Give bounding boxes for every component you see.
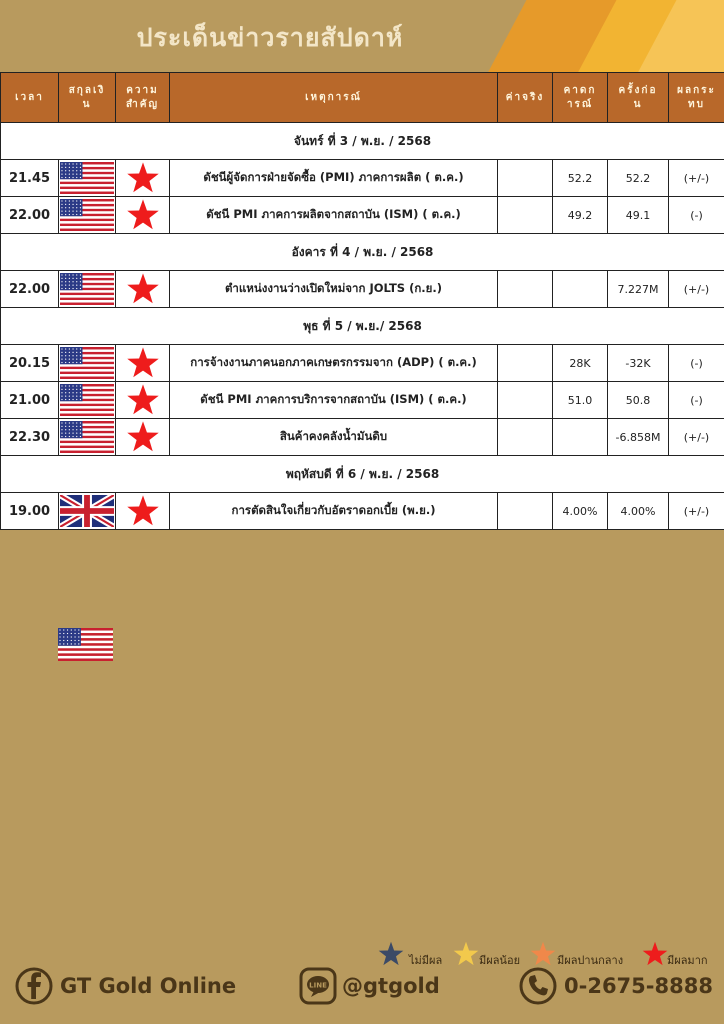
- table-row: [1, 345, 724, 382]
- col-forecast: คาดการณ์: [553, 73, 608, 123]
- currency-flag: [59, 419, 116, 456]
- line-contact[interactable]: [298, 966, 458, 1010]
- table-row: [1, 419, 724, 456]
- legend-label: มีผลน้อย: [479, 954, 521, 967]
- event-name: การตัดสินใจเกี่ยวกับอัตราดอกเบี้ย (พ.ย.): [170, 493, 498, 530]
- table-header-row: [1, 73, 724, 123]
- currency-flag: [59, 271, 116, 308]
- previous-value: 4.00%: [608, 493, 669, 530]
- day-label: พฤหัสบดี ที่ 6 / พ.ย. / 2568: [1, 456, 724, 493]
- star-icon: [125, 383, 161, 417]
- us-flag-icon: [60, 273, 114, 305]
- previous-value: 7.227M: [608, 271, 669, 308]
- event-time: 22.00: [1, 197, 59, 234]
- actual-value: [498, 160, 553, 197]
- table-row: [1, 160, 724, 197]
- previous-value: 49.1: [608, 197, 669, 234]
- event-time: 20.15: [1, 345, 59, 382]
- event-time: 22.00: [1, 271, 59, 308]
- forecast-value: [553, 419, 608, 456]
- star-icon: [125, 161, 161, 195]
- phone-contact[interactable]: [518, 966, 718, 1010]
- previous-value: 52.2: [608, 160, 669, 197]
- event-name: ดัชนี PMI ภาคการบริการจากสถาบัน (ISM) ( ต.ค.): [170, 382, 498, 419]
- star-icon: [529, 940, 557, 968]
- legend-label: มีผลปานกลาง: [557, 954, 624, 967]
- phone-icon: [518, 966, 558, 1006]
- col-importance: ความสำคัญ: [116, 73, 170, 123]
- impact-value: (+/-): [669, 419, 724, 456]
- forecast-value: 52.2: [553, 160, 608, 197]
- header-banner: [0, 0, 724, 72]
- actual-value: [498, 419, 553, 456]
- forecast-value: 28K: [553, 345, 608, 382]
- importance-star: [116, 160, 170, 197]
- us-flag-icon: [60, 421, 114, 453]
- table-row: [1, 271, 724, 308]
- col-time: เวลา: [1, 73, 59, 123]
- forecast-value: 4.00%: [553, 493, 608, 530]
- table-row: [1, 382, 724, 419]
- legend-label: มีผลมาก: [667, 954, 708, 967]
- us-flag-icon: [58, 628, 113, 661]
- col-impact: ผลกระทบ: [669, 73, 724, 123]
- event-time: 21.45: [1, 160, 59, 197]
- importance-star: [116, 345, 170, 382]
- actual-value: [498, 493, 553, 530]
- star-icon: [452, 940, 480, 968]
- svg-text:LINE: LINE: [309, 981, 327, 990]
- uk-flag-icon: [60, 495, 114, 527]
- page-title: ประเด็นข่าวรายสัปดาห์: [136, 23, 404, 52]
- actual-value: [498, 197, 553, 234]
- day-header-row: [1, 456, 724, 493]
- impact-value: (+/-): [669, 160, 724, 197]
- economic-calendar-table: [0, 72, 724, 530]
- col-actual: ค่าจริง: [498, 73, 553, 123]
- col-previous: ครั้งก่อน: [608, 73, 669, 123]
- facebook-label: GT Gold Online: [60, 974, 237, 998]
- day-header-row: [1, 234, 724, 271]
- importance-star: [116, 382, 170, 419]
- actual-value: [498, 382, 553, 419]
- importance-star: [116, 271, 170, 308]
- actual-value: [498, 345, 553, 382]
- event-name: ดัชนี PMI ภาคการผลิตจากสถาบัน (ISM) ( ต.ค.): [170, 197, 498, 234]
- us-flag-icon: [60, 199, 114, 231]
- forecast-value: [553, 271, 608, 308]
- facebook-contact[interactable]: [14, 966, 254, 1010]
- line-label: @gtgold: [342, 974, 440, 998]
- col-event: เหตุการณ์: [170, 73, 498, 123]
- actual-value: [498, 271, 553, 308]
- previous-value: 50.8: [608, 382, 669, 419]
- day-header-row: [1, 123, 724, 160]
- importance-star: [116, 197, 170, 234]
- star-icon: [125, 346, 161, 380]
- us-flag-icon: [60, 384, 114, 416]
- day-label: อังคาร ที่ 4 / พ.ย. / 2568: [1, 234, 724, 271]
- star-icon: [125, 198, 161, 232]
- impact-value: (+/-): [669, 271, 724, 308]
- event-name: สินค้าคงคลังน้ำมันดิบ: [170, 419, 498, 456]
- legend-label: ไม่มีผล: [409, 954, 443, 967]
- previous-value: -32K: [608, 345, 669, 382]
- star-icon: [125, 420, 161, 454]
- footer: [0, 966, 724, 1016]
- currency-flag: [59, 197, 116, 234]
- phone-label: 0-2675-8888: [564, 974, 713, 998]
- event-name: ตำแหน่งงานว่างเปิดใหม่จาก JOLTS (ก.ย.): [170, 271, 498, 308]
- event-name: ดัชนีผู้จัดการฝ่ายจัดซื้อ (PMI) ภาคการผลิต ( ต.ค.): [170, 160, 498, 197]
- importance-star: [116, 419, 170, 456]
- day-header-row: [1, 308, 724, 345]
- line-icon: [298, 966, 338, 1006]
- us-flag-icon: [60, 347, 114, 379]
- forecast-value: 51.0: [553, 382, 608, 419]
- currency-flag: [59, 382, 116, 419]
- star-icon: [641, 940, 669, 968]
- forecast-value: 49.2: [553, 197, 608, 234]
- currency-flag: [59, 160, 116, 197]
- event-time: 22.30: [1, 419, 59, 456]
- previous-value: -6.858M: [608, 419, 669, 456]
- star-icon: [125, 272, 161, 306]
- facebook-icon: [14, 966, 54, 1006]
- currency-flag: [59, 345, 116, 382]
- us-flag-icon: [60, 162, 114, 194]
- impact-value: (-): [669, 382, 724, 419]
- star-icon: [125, 494, 161, 528]
- currency-flag: [59, 493, 116, 530]
- day-label: จันทร์ ที่ 3 / พ.ย. / 2568: [1, 123, 724, 160]
- star-icon: [377, 940, 405, 968]
- impact-value: (-): [669, 197, 724, 234]
- event-time: 19.00: [1, 493, 59, 530]
- day-label: พุธ ที่ 5 / พ.ย./ 2568: [1, 308, 724, 345]
- col-currency: สกุลเงิน: [59, 73, 116, 123]
- table-row: [1, 197, 724, 234]
- table-row: [1, 493, 724, 530]
- event-time: 21.00: [1, 382, 59, 419]
- importance-star: [116, 493, 170, 530]
- impact-value: (-): [669, 345, 724, 382]
- event-name: การจ้างงานภาคนอกภาคเกษตรกรรมจาก (ADP) ( ต.ค.): [170, 345, 498, 382]
- impact-value: (+/-): [669, 493, 724, 530]
